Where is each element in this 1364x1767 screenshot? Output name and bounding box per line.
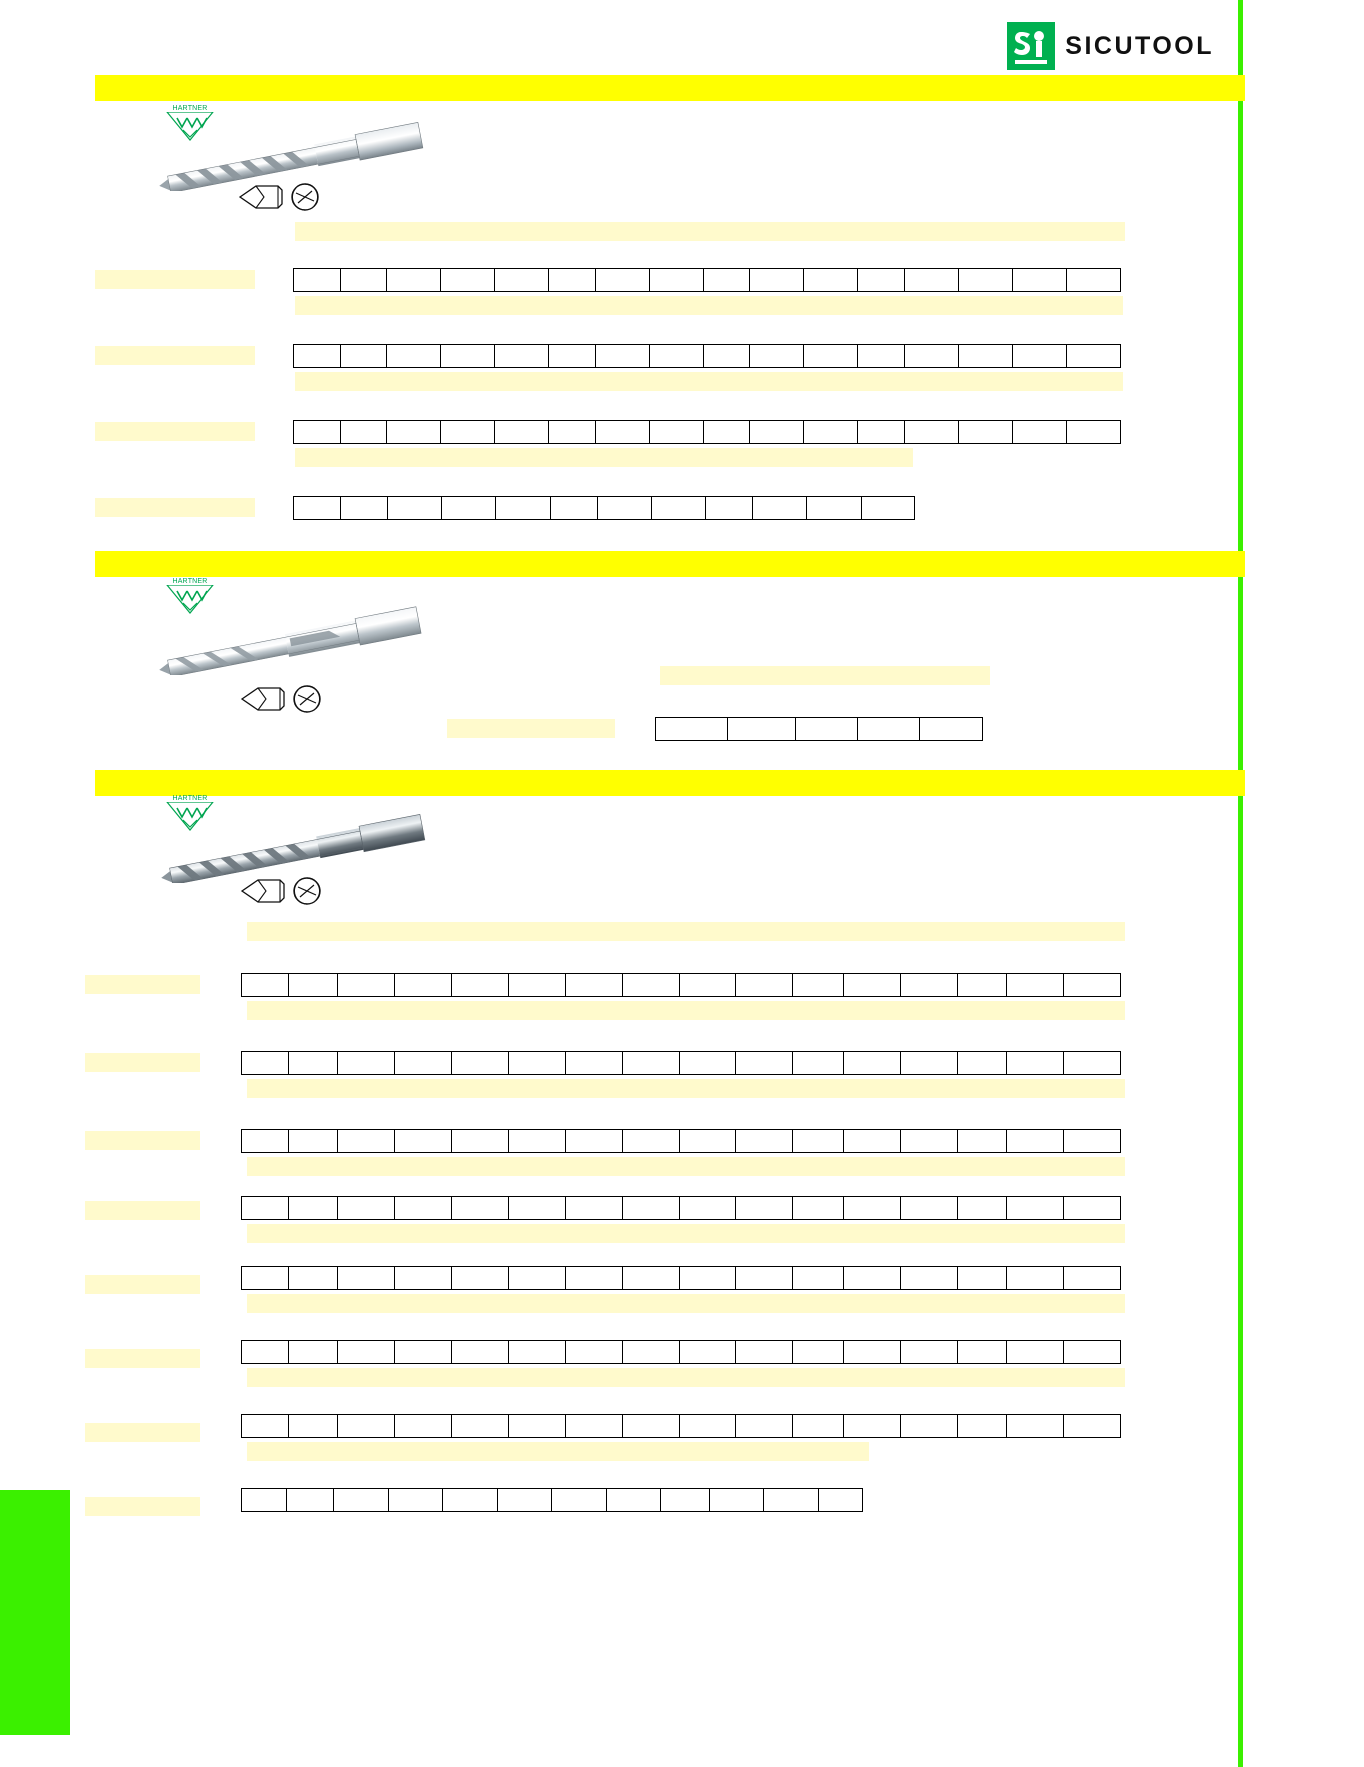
data-table-row[interactable] (241, 1266, 1121, 1290)
table-cell (804, 345, 858, 367)
table-cell (736, 974, 793, 996)
table-cell (566, 1052, 623, 1074)
table-cell (242, 1415, 289, 1437)
table-cell (706, 497, 753, 519)
table-cell (452, 1415, 509, 1437)
section-header-bar-1 (95, 75, 1245, 101)
row-label-strip (85, 1131, 200, 1150)
brand-logo (1007, 22, 1214, 70)
table-cell (623, 1415, 680, 1437)
table-cell (596, 421, 650, 443)
table-cell (656, 718, 728, 740)
table-cell (680, 1052, 737, 1074)
table-cell (1007, 1197, 1064, 1219)
table-cell (804, 421, 858, 443)
table-cell (289, 1267, 338, 1289)
row-label-strip (85, 1053, 200, 1072)
table-cell (395, 1130, 452, 1152)
table-cell (1064, 1052, 1120, 1074)
table-cell (509, 1341, 566, 1363)
left-index-tab (0, 1490, 70, 1735)
data-table-row[interactable] (293, 268, 1121, 292)
table-cell (552, 1489, 606, 1511)
table-cell (793, 1415, 844, 1437)
table-cell (1013, 269, 1067, 291)
table-cell (395, 1415, 452, 1437)
table-cell (1064, 1267, 1120, 1289)
hartner-mark-1: HARTNER (163, 105, 217, 147)
table-cell (509, 1197, 566, 1219)
table-cell (496, 497, 550, 519)
table-cell (596, 345, 650, 367)
table-cell (793, 1341, 844, 1363)
table-cell (736, 1130, 793, 1152)
table-cell (289, 1052, 338, 1074)
table-cell (395, 1341, 452, 1363)
table-cell (341, 345, 388, 367)
table-cell (623, 1052, 680, 1074)
table-cell (566, 1197, 623, 1219)
drill-point-side-icon (238, 182, 284, 212)
table-cell (661, 1489, 710, 1511)
table-cell (338, 1052, 395, 1074)
table-cell (338, 1267, 395, 1289)
table-cell (905, 421, 959, 443)
table-cell (442, 497, 496, 519)
row-label-strip (85, 1201, 200, 1220)
table-cell (441, 269, 495, 291)
table-cell (1067, 269, 1120, 291)
table-cell (338, 1130, 395, 1152)
row-label-strip (85, 975, 200, 994)
table-cell (959, 421, 1013, 443)
table-cell (736, 1415, 793, 1437)
table-cell (793, 974, 844, 996)
table-cell (958, 1197, 1007, 1219)
table-cell (1064, 974, 1120, 996)
table-cell (289, 974, 338, 996)
table-cell (958, 1267, 1007, 1289)
table-cell (650, 421, 704, 443)
table-cell (736, 1052, 793, 1074)
table-cell (736, 1197, 793, 1219)
row-note-strip (247, 1157, 1125, 1176)
table-cell (294, 345, 341, 367)
hartner-mark-3: HARTNER (163, 795, 217, 837)
table-cell (844, 1267, 901, 1289)
drill-point-icons-3 (240, 876, 322, 906)
table-cell (901, 1267, 958, 1289)
table-cell (1007, 1415, 1064, 1437)
table-cell (495, 269, 549, 291)
table-cell (959, 345, 1013, 367)
drill-point-side-icon (240, 684, 286, 714)
table-cell (395, 1052, 452, 1074)
table-cell (844, 1052, 901, 1074)
table-cell (395, 974, 452, 996)
table-cell (958, 1052, 1007, 1074)
table-cell (287, 1489, 334, 1511)
row-note-strip (247, 1294, 1125, 1313)
data-table-row[interactable] (293, 420, 1121, 444)
table-cell (509, 1415, 566, 1437)
section-header-bar-2 (95, 551, 1245, 577)
caption-strip-1 (295, 222, 1125, 241)
drill-point-front-icon (292, 684, 322, 714)
table-cell (958, 1415, 1007, 1437)
row-label-strip (95, 270, 255, 289)
table-cell (1013, 345, 1067, 367)
table-cell (395, 1197, 452, 1219)
table-cell (1007, 1052, 1064, 1074)
table-cell (509, 1052, 566, 1074)
table-cell (334, 1489, 388, 1511)
data-table-row[interactable] (655, 717, 983, 741)
table-cell (807, 497, 861, 519)
row-label-strip (85, 1423, 200, 1442)
table-cell (650, 345, 704, 367)
table-cell (901, 1341, 958, 1363)
table-cell (1007, 974, 1064, 996)
row-note-strip (247, 1442, 869, 1461)
section-header-bar-3 (95, 770, 1245, 796)
hartner-mark-2: HARTNER (163, 578, 217, 620)
table-cell (750, 345, 804, 367)
table-cell (764, 1489, 818, 1511)
table-cell (338, 1197, 395, 1219)
table-cell (498, 1489, 552, 1511)
table-cell (958, 1341, 1007, 1363)
table-cell (623, 1197, 680, 1219)
table-cell (549, 421, 596, 443)
table-cell (338, 1341, 395, 1363)
table-cell (495, 421, 549, 443)
table-cell (509, 1130, 566, 1152)
table-cell (566, 1130, 623, 1152)
table-cell (704, 269, 751, 291)
table-cell (509, 974, 566, 996)
caption-strip-3 (247, 922, 1125, 941)
data-table-row[interactable] (241, 1129, 1121, 1153)
table-cell (958, 974, 1007, 996)
table-cell (844, 1341, 901, 1363)
data-table-row[interactable] (241, 1488, 863, 1512)
table-cell (294, 497, 341, 519)
table-cell (452, 1341, 509, 1363)
table-cell (728, 718, 796, 740)
table-cell (704, 421, 751, 443)
table-cell (387, 421, 441, 443)
table-cell (623, 1267, 680, 1289)
table-cell (905, 345, 959, 367)
table-cell (443, 1489, 497, 1511)
table-cell (793, 1130, 844, 1152)
table-cell (441, 345, 495, 367)
table-cell (598, 497, 652, 519)
straight-flute-drill-illustration (150, 600, 435, 680)
table-cell (1007, 1267, 1064, 1289)
table-cell (793, 1197, 844, 1219)
table-cell (680, 1267, 737, 1289)
table-cell (338, 1415, 395, 1437)
table-cell (623, 1341, 680, 1363)
table-cell (844, 1197, 901, 1219)
table-cell (793, 1052, 844, 1074)
table-cell (387, 269, 441, 291)
data-table-row[interactable] (241, 1340, 1121, 1364)
data-table-row[interactable] (241, 973, 1121, 997)
sicutool-logo-icon (1007, 22, 1055, 70)
row-note-strip (247, 1224, 1125, 1243)
table-cell (680, 974, 737, 996)
table-cell (1064, 1197, 1120, 1219)
drill-point-side-icon (240, 876, 286, 906)
table-cell (549, 345, 596, 367)
brand-name: SICUTOOL (1065, 31, 1214, 60)
table-cell (905, 269, 959, 291)
table-cell (652, 497, 706, 519)
table-cell (289, 1415, 338, 1437)
table-cell (736, 1341, 793, 1363)
table-cell (844, 1415, 901, 1437)
table-cell (680, 1130, 737, 1152)
table-cell (242, 1130, 289, 1152)
table-cell (623, 1130, 680, 1152)
table-cell (1064, 1341, 1120, 1363)
table-cell (294, 421, 341, 443)
table-cell (1013, 421, 1067, 443)
table-cell (901, 1130, 958, 1152)
table-cell (680, 1197, 737, 1219)
row-label-strip (95, 422, 255, 441)
table-cell (242, 1489, 287, 1511)
table-cell (901, 974, 958, 996)
row-label-strip (95, 498, 255, 517)
table-cell (341, 497, 388, 519)
table-cell (566, 1341, 623, 1363)
table-cell (607, 1489, 661, 1511)
table-cell (289, 1341, 338, 1363)
table-cell (242, 1052, 289, 1074)
table-cell (452, 1197, 509, 1219)
table-cell (341, 421, 388, 443)
table-cell (796, 718, 858, 740)
table-cell (959, 269, 1013, 291)
table-cell (858, 718, 920, 740)
row-label-strip (95, 346, 255, 365)
table-cell (289, 1130, 338, 1152)
table-cell (844, 974, 901, 996)
table-cell (387, 345, 441, 367)
table-cell (388, 497, 442, 519)
table-cell (901, 1197, 958, 1219)
table-cell (750, 269, 804, 291)
table-cell (294, 269, 341, 291)
table-cell (750, 421, 804, 443)
row-label-strip (447, 719, 615, 738)
table-cell (242, 974, 289, 996)
drill-point-front-icon (292, 876, 322, 906)
table-cell (920, 718, 982, 740)
table-cell (1067, 345, 1120, 367)
table-cell (1064, 1415, 1120, 1437)
row-label-strip (85, 1497, 200, 1516)
table-cell (566, 1415, 623, 1437)
table-cell (549, 269, 596, 291)
table-cell (242, 1341, 289, 1363)
table-cell (650, 269, 704, 291)
table-cell (395, 1267, 452, 1289)
table-cell (901, 1415, 958, 1437)
table-cell (680, 1341, 737, 1363)
right-edge-rule (1238, 0, 1243, 1767)
table-cell (819, 1489, 862, 1511)
table-cell (958, 1130, 1007, 1152)
table-cell (1007, 1341, 1064, 1363)
table-cell (901, 1052, 958, 1074)
table-cell (736, 1267, 793, 1289)
table-cell (495, 345, 549, 367)
table-cell (452, 1130, 509, 1152)
table-cell (289, 1197, 338, 1219)
table-cell (704, 345, 751, 367)
table-cell (804, 269, 858, 291)
row-note-strip (295, 448, 913, 467)
table-cell (753, 497, 807, 519)
table-cell (551, 497, 598, 519)
row-note-strip (295, 296, 1123, 315)
table-cell (1007, 1130, 1064, 1152)
table-cell (858, 345, 905, 367)
row-note-strip (247, 1079, 1125, 1098)
table-cell (793, 1267, 844, 1289)
table-cell (596, 269, 650, 291)
table-cell (1064, 1130, 1120, 1152)
row-label-strip (85, 1349, 200, 1368)
table-cell (341, 269, 388, 291)
data-table-row[interactable] (241, 1414, 1121, 1438)
row-label-strip (85, 1275, 200, 1294)
row-note-strip (247, 1001, 1125, 1020)
table-cell (389, 1489, 443, 1511)
row-note-strip (295, 372, 1123, 391)
table-cell (680, 1415, 737, 1437)
table-cell (509, 1267, 566, 1289)
data-table-row[interactable] (293, 344, 1121, 368)
table-cell (452, 1052, 509, 1074)
table-cell (338, 974, 395, 996)
table-cell (441, 421, 495, 443)
table-cell (452, 974, 509, 996)
drill-point-icons-2 (240, 684, 322, 714)
table-cell (858, 421, 905, 443)
data-table-row[interactable] (293, 496, 915, 520)
table-cell (623, 974, 680, 996)
table-cell (566, 974, 623, 996)
table-cell (452, 1267, 509, 1289)
drill-point-front-icon (290, 182, 320, 212)
table-cell (844, 1130, 901, 1152)
table-cell (862, 497, 914, 519)
table-cell (858, 269, 905, 291)
drill-point-icons-1 (238, 182, 320, 212)
table-cell (242, 1197, 289, 1219)
table-cell (710, 1489, 764, 1511)
table-cell (566, 1267, 623, 1289)
data-table-row[interactable] (241, 1196, 1121, 1220)
caption-strip-2 (660, 666, 990, 685)
data-table-row[interactable] (241, 1051, 1121, 1075)
row-note-strip (247, 1368, 1125, 1387)
table-cell (1067, 421, 1120, 443)
table-cell (242, 1267, 289, 1289)
